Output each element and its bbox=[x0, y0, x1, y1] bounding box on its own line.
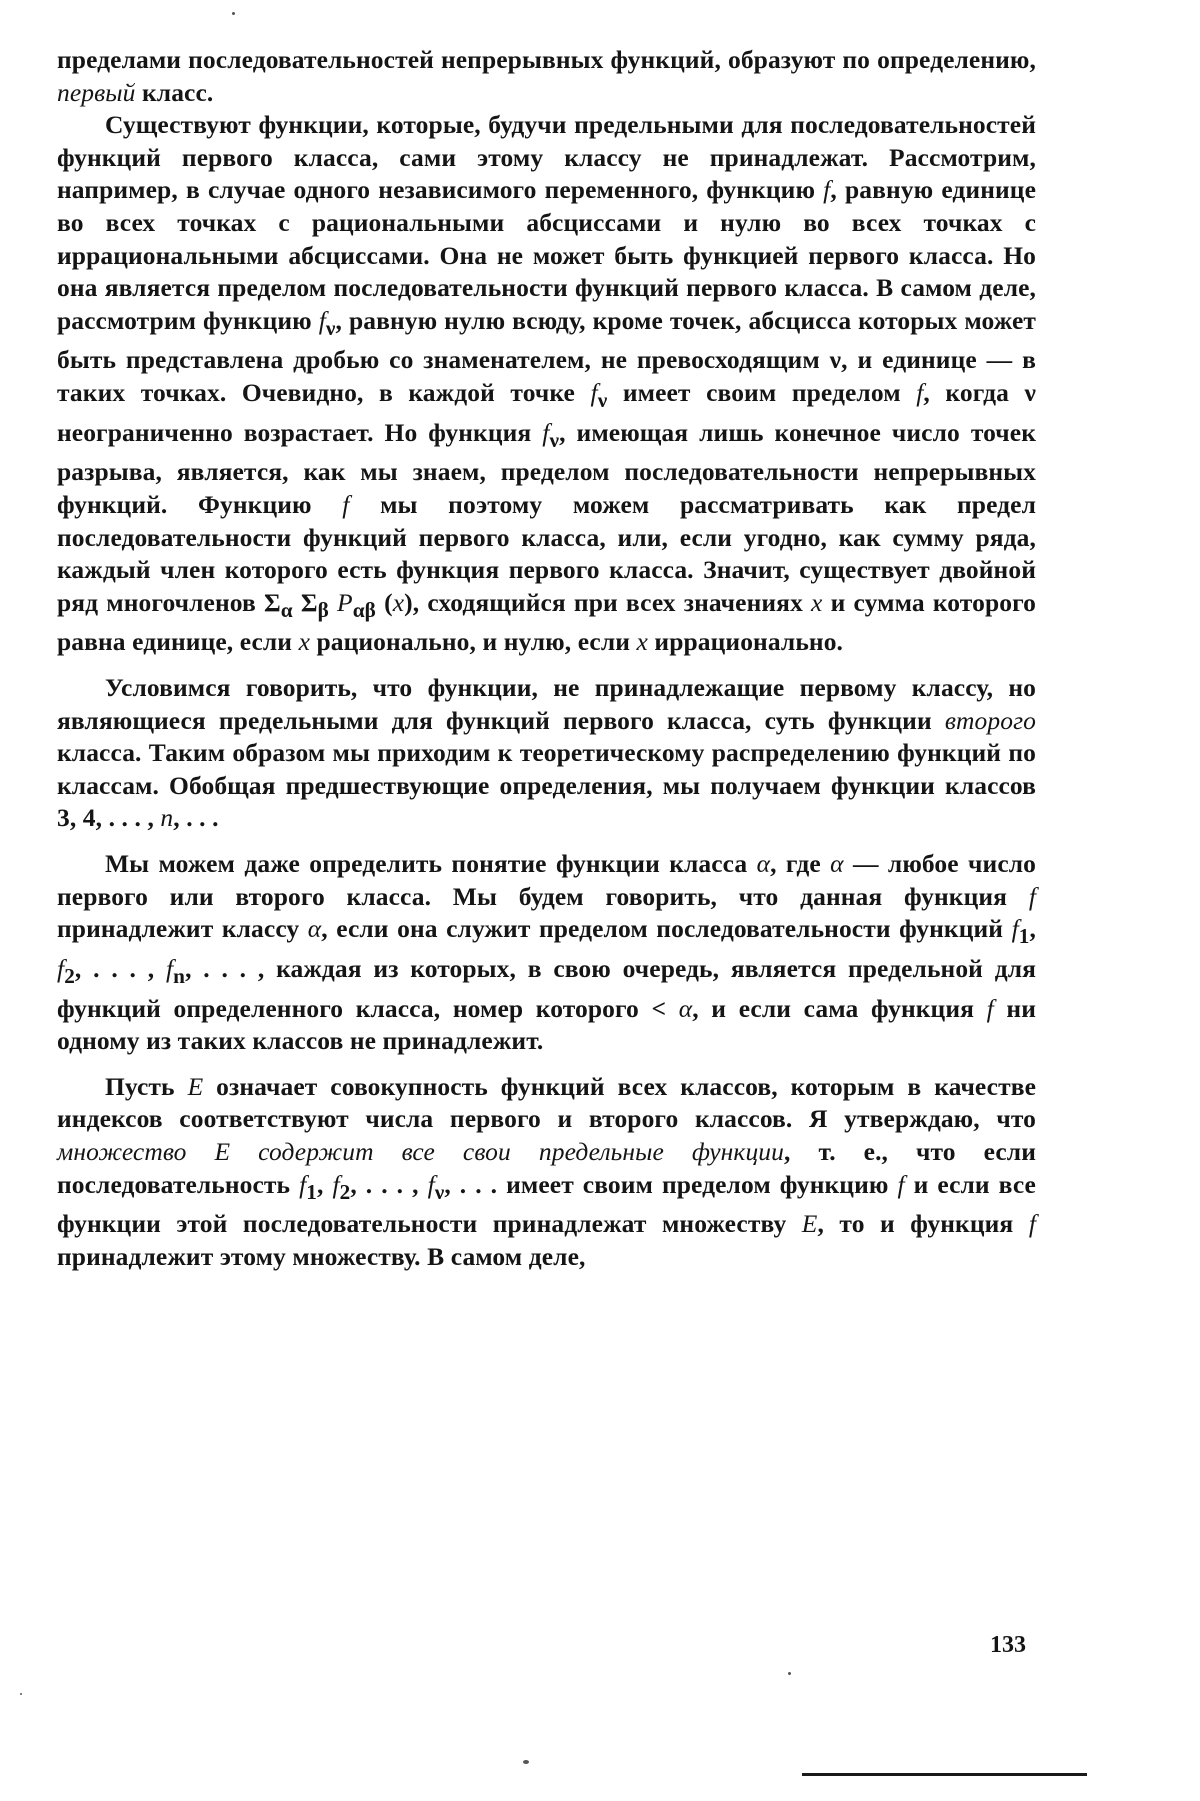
paragraph-4 bbox=[57, 1071, 1036, 1274]
subscript: 1 bbox=[1018, 924, 1030, 949]
italic-text: f bbox=[986, 993, 994, 1023]
text-run: и если все функции этой последовательности принадлежат множеству bbox=[57, 1169, 1036, 1239]
italic-text: f bbox=[165, 953, 174, 983]
subscript: ν bbox=[434, 1179, 445, 1204]
text-run: ), сходящийся при всех значениях bbox=[404, 587, 812, 617]
text-run: , если она служит пределом последовательности функций bbox=[321, 914, 1012, 944]
text-run: , . . . , bbox=[74, 953, 166, 983]
italic-text: f bbox=[823, 175, 831, 205]
italic-text: n bbox=[160, 803, 174, 833]
text-run: , где bbox=[770, 849, 831, 879]
subscript: αβ bbox=[352, 597, 376, 622]
italic-text: f bbox=[318, 305, 326, 335]
italic-text: α bbox=[830, 849, 844, 879]
paragraph-0 bbox=[57, 44, 1036, 109]
italic-text: E bbox=[187, 1071, 204, 1101]
italic-text: f bbox=[332, 1169, 340, 1199]
paragraph-1 bbox=[57, 109, 1036, 659]
text-run: , т. е., что если последовательность bbox=[57, 1136, 1036, 1199]
text-run: Существуют функции, которые, будучи предельными для последовательностей функций первого класса, сами этому классу не принадлежат. Рассмотрим, например, в случае одного независимого переменного, функцию bbox=[57, 110, 1036, 205]
text-run: принадлежит классу bbox=[57, 914, 308, 944]
scan-speck bbox=[523, 1760, 529, 1764]
italic-text: f bbox=[1028, 1209, 1036, 1239]
text-run: принадлежит этому множеству. В самом деле, bbox=[57, 1241, 586, 1271]
text-run: Σ bbox=[292, 587, 318, 617]
italic-text: α bbox=[307, 914, 322, 944]
paragraph-2 bbox=[57, 672, 1036, 835]
scan-speck bbox=[788, 1672, 791, 1675]
text-run: , то и функция bbox=[817, 1209, 1029, 1239]
italic-text: f bbox=[299, 1169, 307, 1199]
italic-text: f bbox=[1028, 881, 1036, 911]
text-run: Мы можем даже определить понятие функции класса bbox=[105, 849, 757, 879]
italic-text: f bbox=[916, 378, 924, 408]
text-run: класса. Таким образом мы приходим к теоретическому распределению функций по классам. Обобщая предшествующие определения, мы получаем функции классов 3, 4, . . . , bbox=[57, 738, 1036, 833]
italic-text: f bbox=[1011, 914, 1019, 944]
text-run: — любое число первого или второго класса. Мы будем говорить, что данная функция bbox=[57, 849, 1036, 911]
italic-text: f bbox=[542, 417, 550, 447]
text-run: класс. bbox=[135, 77, 214, 107]
italic-text: f bbox=[342, 490, 350, 519]
text-run: иррационально. bbox=[647, 627, 844, 657]
page-number: 133 bbox=[990, 1632, 1026, 1658]
subscript: β bbox=[317, 597, 329, 622]
subscript: ν bbox=[325, 315, 336, 340]
text-run: , . . . имеет своим пределом функцию bbox=[444, 1169, 898, 1199]
italic-text: второго bbox=[944, 705, 1036, 735]
text-run: , когда ν неограниченно возрастает. Но функция bbox=[57, 378, 1037, 447]
text-run: , равную единице во всех точках с рациональными абсциссами и нулю во всех точках с иррациональными абсциссами. Она не может быть функцией первого класса. Но она является пределом последовательности функций первого класса. В самом деле, рассмотрим функцию bbox=[57, 175, 1036, 335]
italic-text: x bbox=[811, 587, 823, 617]
italic-text: первый bbox=[57, 77, 136, 107]
paragraph-3 bbox=[57, 848, 1036, 1058]
italic-text: f bbox=[427, 1169, 435, 1199]
text-run bbox=[329, 588, 337, 617]
subscript: α bbox=[280, 597, 293, 622]
text-run: , . . . bbox=[173, 803, 219, 833]
text-run: , bbox=[317, 1169, 333, 1199]
text-run: имеет своим пределом bbox=[607, 378, 917, 408]
scan-speck bbox=[232, 12, 235, 15]
text-run: мы поэтому можем рассматривать как предел последовательности функций первого класса, или, если угодно, как сумму ряда, каждый член которого есть функция первого класса. Значит, существует двойной ряд многочленов Σ bbox=[57, 490, 1036, 617]
subscript: ν bbox=[549, 427, 560, 452]
text-run: Пусть bbox=[105, 1071, 188, 1101]
subscript: 2 bbox=[64, 964, 75, 988]
text-run: , . . . , каждая из которых, в свою очередь, является предельной для функций определенного класса, номер которого < bbox=[57, 953, 1037, 1023]
italic-text: f bbox=[897, 1169, 905, 1199]
italic-text: множество E содержит все свои предельные функции bbox=[57, 1136, 785, 1166]
italic-text: P bbox=[337, 587, 353, 617]
text-run: Условимся говорить, что функции, не принадлежащие первому классу, но являющиеся предельными для функций первого класса, суть функции bbox=[57, 673, 1036, 735]
text-run: , равную нулю всюду, кроме точек, абсцисса которых может быть представлена дробью со знаменателем, не превосходящим ν, и единице — в таких точках. Очевидно, в каждой точке bbox=[57, 305, 1036, 408]
text-run: , имеющая лишь конечное число точек разрыва, является, как мы знаем, пределом последовательности непрерывных функций. Функцию bbox=[57, 417, 1036, 519]
text-run: ( bbox=[375, 587, 393, 617]
scan-speck bbox=[20, 1693, 22, 1695]
italic-text: E bbox=[801, 1209, 818, 1239]
italic-text: f bbox=[590, 378, 598, 408]
italic-text: f bbox=[57, 953, 65, 983]
text-run: ни одному из таких классов не принадлежит. bbox=[57, 993, 1036, 1056]
text-run: означает совокупность функций всех классов, которым в качестве индексов соответствуют числа первого и второго классов. Я утверждаю, что bbox=[57, 1071, 1036, 1134]
subscript: ν bbox=[597, 388, 608, 413]
subscript: 1 bbox=[306, 1179, 318, 1204]
subscript: 2 bbox=[339, 1179, 351, 1204]
scan-edge-line bbox=[802, 1773, 1087, 1776]
italic-text: x bbox=[636, 627, 648, 657]
italic-text: x bbox=[298, 627, 310, 657]
text-run: и сумма которого равна единице, если bbox=[57, 587, 1036, 657]
italic-text: α bbox=[756, 849, 771, 879]
text-run: , и если сама функция bbox=[692, 993, 987, 1023]
page-body bbox=[57, 44, 1036, 1273]
subscript: n bbox=[173, 964, 186, 988]
italic-text: α bbox=[678, 993, 693, 1023]
text-run: рационально, и нулю, если bbox=[309, 627, 637, 657]
text-run: пределами последовательностей непрерывных функций, образуют по определению, bbox=[57, 45, 1036, 74]
italic-text: x bbox=[392, 587, 405, 617]
text-run: , . . . , bbox=[350, 1169, 428, 1199]
text-run: , bbox=[1029, 914, 1036, 944]
